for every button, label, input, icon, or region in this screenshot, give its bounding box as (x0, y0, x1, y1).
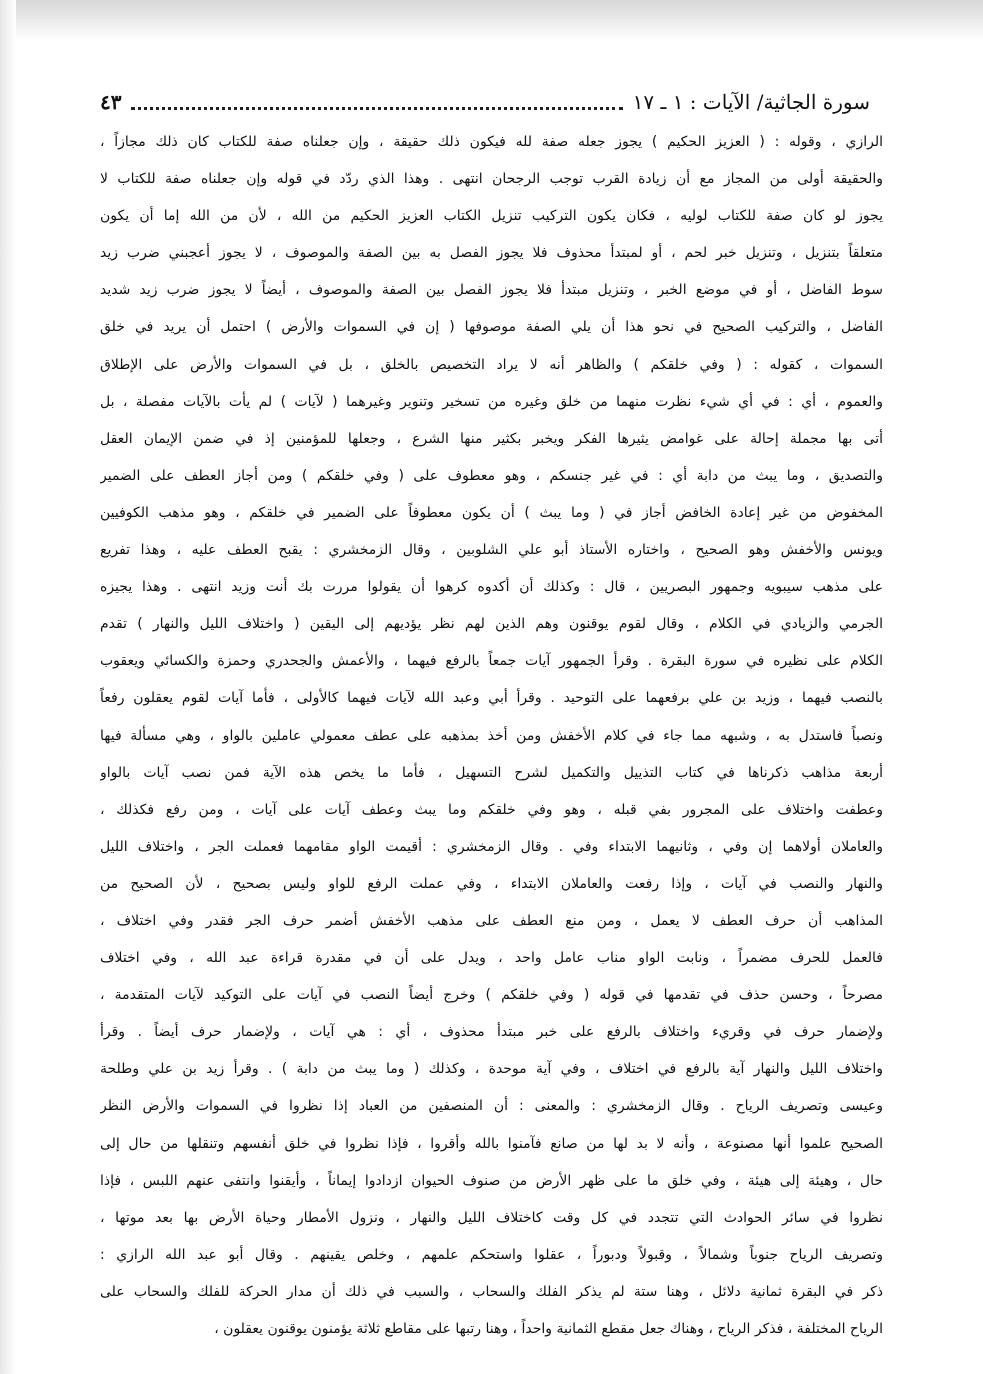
text-line: والنهار والنصب في آيات ، وإذا رفعت والعاملان الابتداء ، وفي عملت الرفع للواو وليس بصحيح ، لأن الصحيح من (100, 875, 883, 892)
page-number: ٤٣ (100, 90, 122, 114)
running-header (100, 84, 870, 120)
body-text (100, 124, 883, 1348)
text-line: السموات ، كقوله : ( وفي خلقكم ) والظاهر أنه لا يراد التخصيص بالخلق ، بل في السموات والأرض على الإطلاق (100, 356, 883, 373)
text-line: الجرمي والزيادي في الكلام ، وقال لقوم يوقنون وهم الذين لهم نظر يؤديهم إلى اليقين ( واختلاف الليل والنهار ) تقدم (100, 616, 883, 633)
text-line: الرازي ، وقوله : ( العزيز الحكيم ) يجوز جعله صفة لله فيكون ذلك حقيقة ، وإن جعلناه صفة للكتاب كان ذلك مجازاً ، (100, 134, 883, 150)
text-line: ونصباً فاستدل به ، وشبهه مما جاء في كلام الأخفش ومن أخذ بمذهبه على عطف معمولي عاملين بالواو ، وهي مسألة فيها (100, 727, 883, 744)
text-line: حال ، وهيئة إلى هيئة ، وفي خلق ما على ظهر الأرض من صنوف الحيوان ازدادوا إيماناً ، وأيقنوا وانتفى عنهم اللبس ، فإذا (100, 1172, 883, 1189)
surah-heading: سورة الجاثية/ الآيات : ١ ـ ١٧ (632, 90, 870, 114)
text-line: والعموم ، أي : في أي شيء نظرت منهما من خلق وغيره من تسخير وتنوير وغيرهما ( لآيات ) لم يأت بالآيات مفصلة ، بل (100, 393, 883, 410)
text-line: على مذهب سيبويه وجمهور البصريين ، قال : وكذلك أن أكدوه كرهوا أن يقولوا مررت بك أنت وزيد انتهى . وهذا يجيزه (100, 579, 883, 596)
scan-edge-left (0, 0, 16, 1374)
text-line: الفاضل ، والتركيب الصحيح في نحو هذا أن يلي الصفة موصوفها ( إن في السموات والأرض ) احتمل أن يريد في خلق (100, 319, 883, 336)
text-line: واختلاف الليل والنهار آية بالرفع في اختلاف ، وفي آية موحدة ، وكذلك ( وما يبث من دابة ) . وقرأ زيد بن علي وطلحة (100, 1061, 883, 1078)
text-line: يجوز لو كان صفة للكتاب لوليه ، فكان يكون التركيب تنزيل الكتاب العزيز الحكيم من الله ، لأن من الله إما أن يكون (100, 208, 883, 225)
text-line: والحقيقة أولى من المجاز مع أن زيادة القرب توجب الرجحان انتهى . وهذا الذي ردّد في قوله وإن جعلناه صفة للكتاب لا (100, 171, 883, 188)
text-line: ولإضمار حرف في وقريء واختلاف بالرفع على خبر مبتدأ محذوف ، أي : هي آيات ، ولإضمار حرف أيضاً . وقرأ (100, 1024, 883, 1041)
text-line: الصحيح علموا أنها مصنوعة ، وأنه لا بد لها من صانع فآمنوا بالله وأقروا ، فإذا نظروا في خلق أنفسهم وتنقلها من حال إلى (100, 1135, 883, 1152)
text-line: وعطفت واختلاف على المجرور بفي قبله ، وهو وفي خلقكم وما يبث وعطف آيات على آيات ، ومن رفع فكذلك ، (100, 801, 883, 818)
text-line: فالعمل للحرف مضمراً ، ونابت الواو مناب عامل واحد ، ويدل على أن في مقدرة قراءة عبد الله ، وفي اختلاف (100, 950, 883, 967)
text-line: ذكر في البقرة ثمانية دلائل ، وهنا ستة لم يذكر الفلك والسحاب ، والسبب في ذلك أن مدار الحركة للفلك والسحاب على (100, 1283, 883, 1300)
leader-dots (131, 107, 622, 110)
text-line: أتى بها مجملة إحالة على غوامض يثيرها الفكر ويخبر بكثير منها الشرع ، وجعلها للمؤمنين إذ في ضمن الإيمان العقل (100, 430, 883, 447)
text-line: متعلقاً بتنزيل ، وتنزيل خبر لحم ، أو لمبتدأ محذوف فلا يجوز الفصل به بين الصفة والموصوف ، لا يجوز أعجبني ضرب زيد (100, 245, 883, 262)
text-line: ويونس والأخفش وهو الصحيح ، واختاره الأستاذ أبو علي الشلوبين ، وقال الزمخشري : يقبح العطف عليه ، وهذا تفريع (100, 542, 883, 559)
text-line: بالنصب فيهما ، وزيد بن علي برفعهما على التوحيد . وقرأ أبي وعبد الله لآيات فيهما كالأولى ، فأما آيات لقوم يعقلون رفعاً (100, 690, 883, 707)
text-line: الكلام على نظيره في سورة البقرة . وقرأ الجمهور آيات جمعاً بالرفع فيهما ، والأعمش والجحدري وحمزة والكسائي ويعقوب (100, 653, 883, 670)
text-line: مصرحاً ، وحسن حذف في تقدمها في قوله ( وفي خلقكم ) وخرج أيضاً النصب في آيات على التوكيد لآيات المتقدمة ، (100, 987, 883, 1004)
text-line: سوط الفاضل ، أو في موضع الخبر ، وتنزيل مبتدأ فلا يجوز الفصل بين الصفة والموصوف ، أيضاً لا يجوز ضرب زيد شديد (100, 282, 883, 299)
book-page (100, 0, 883, 1374)
text-line: أربعة مذاهب ذكرناها في كتاب التذييل والتكميل لشرح التسهيل ، فأما ما يخص هذه الآية فمن نصب آيات بالواو (100, 764, 883, 781)
text-line: وتصريف الرياح جنوباً وشمالاً ، وقبولاً ودبوراً ، عقلوا واستحكم علمهم ، وخلص يقينهم . وقال أبو عبد الله الرازي : (100, 1246, 883, 1263)
text-line: والتصديق ، وما يبث من دابة أي : في غير جنسكم ، وهو معطوف على ( وفي خلقكم ) ومن أجاز العطف على الضمير (100, 467, 883, 484)
text-line: نظروا في سائر الحوادث التي تتجدد في كل وقت كاختلاف الليل والنهار ، ونزول الأمطار وحياة الأرض بها بعد موتها ، (100, 1209, 883, 1226)
text-line: المخفوض من غير إعادة الخافض أجاز في ( وما يبث ) أن يكون معطوفاً على الضمير في خلقكم ، وهو مذهب الكوفيين (100, 504, 883, 521)
text-line: والعاملان أولاهما إن وفي ، وثانيهما الابتداء وفي . وقال الزمخشري : أقيمت الواو مقامهما فعملت الجر ، واختلاف الليل (100, 838, 883, 855)
text-line: المذاهب أن حرف العطف لا يعمل ، ومن منع العطف على مذهب الأخفش أضمر حرف الجر فقدر وفي اختلاف ، (100, 912, 883, 929)
text-line: الرياح المختلفة ، فذكر الرياح ، وهناك جعل مقطع الثمانية واحداً ، وهنا رتبها على مقاطع ثلاثة يؤمنون يوقنون يعقلون ، (214, 1321, 883, 1337)
text-line: وعيسى وتصريف الرياح . وقال الزمخشري : والمعنى : أن المنصفين من العباد إذا نظروا في السموات والأرض النظر (100, 1098, 883, 1115)
